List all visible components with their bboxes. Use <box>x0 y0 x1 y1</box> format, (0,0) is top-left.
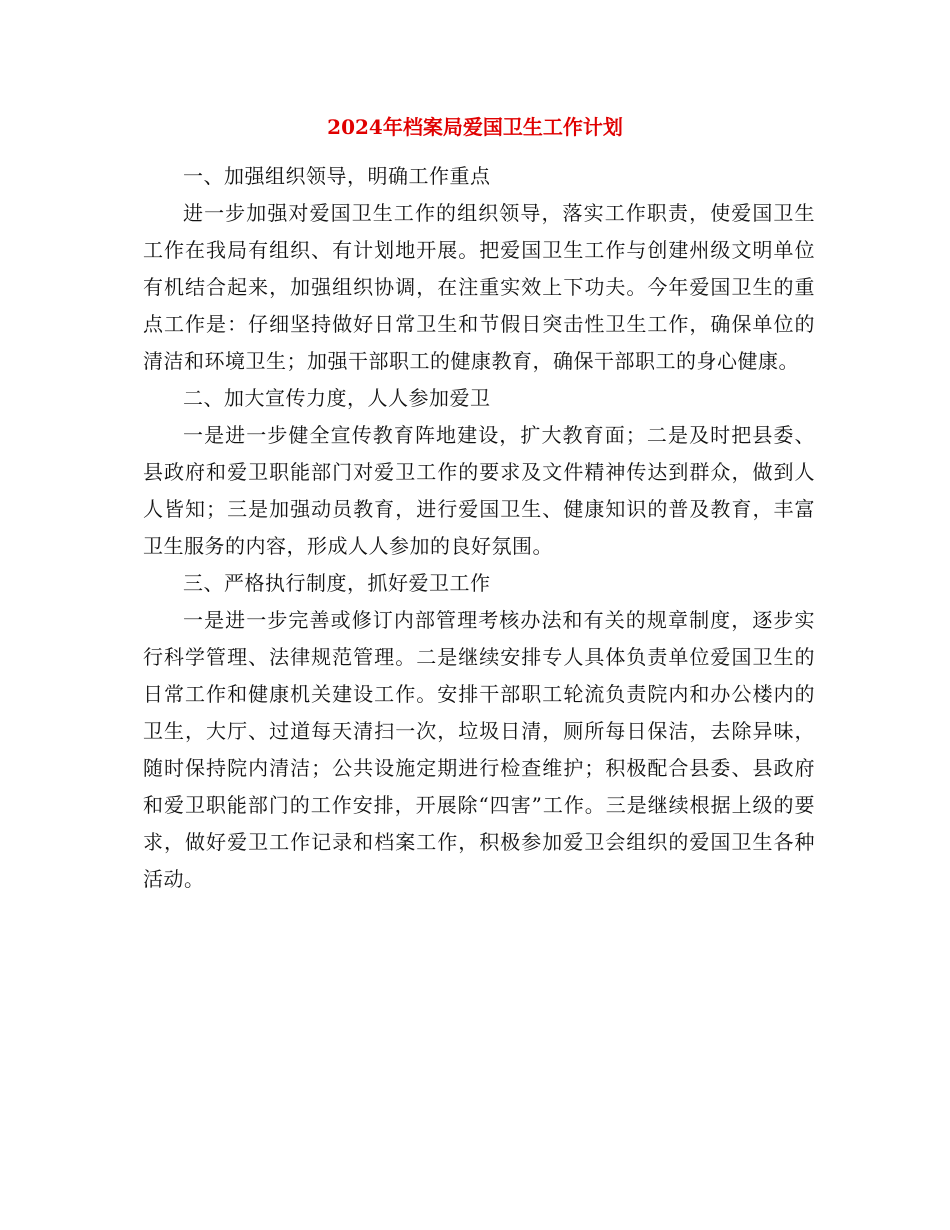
section-1-paragraph: 进一步加强对爱国卫生工作的组织领导，落实工作职责，使爱国卫生工作在我局有组织、有计划地开展。把爱国卫生工作与创建州级文明单位有机结合起来，加强组织协调，在注重实效上下功夫。今年爱国卫生的重点工作是：仔细坚持做好日常卫生和节假日突击性卫生工作，确保单位的清洁和环境卫生；加强干部职工的健康教育，确保干部职工的身心健康。 <box>143 201 815 373</box>
section-2-paragraph: 一是进一步健全宣传教育阵地建设，扩大教育面；二是及时把县委、县政府和爱卫职能部门对爱卫工作的要求及文件精神传达到群众，做到人人皆知；三是加强动员教育，进行爱国卫生、健康知识的普及教育，丰富卫生服务的内容，形成人人参加的良好氛围。 <box>143 423 815 558</box>
document-body <box>143 158 815 898</box>
document-title: 2024年档案局爱国卫生工作计划 <box>327 115 623 139</box>
section-3-heading: 三、严格执行制度，抓好爱卫工作 <box>183 571 491 595</box>
section-3-paragraph: 一是进一步完善或修订内部管理考核办法和有关的规章制度，逐步实行科学管理、法律规范管理。二是继续安排专人具体负责单位爱国卫生的日常工作和健康机关建设工作。安排干部职工轮流负责院内和办公楼内的卫生，大厅、过道每天清扫一次，垃圾日清，厕所每日保洁，去除异味，随时保持院内清洁；公共设施定期进行检查维护；积极配合县委、县政府和爱卫职能部门的工作安排，开展除“四害”工作。三是继续根据上级的要求，做好爱卫工作记录和档案工作，积极参加爱卫会组织的爱国卫生各种活动。 <box>143 608 815 891</box>
section-2-heading: 二、加大宣传力度，人人参加爱卫 <box>183 386 491 410</box>
section-1-heading: 一、加强组织领导，明确工作重点 <box>183 164 491 188</box>
